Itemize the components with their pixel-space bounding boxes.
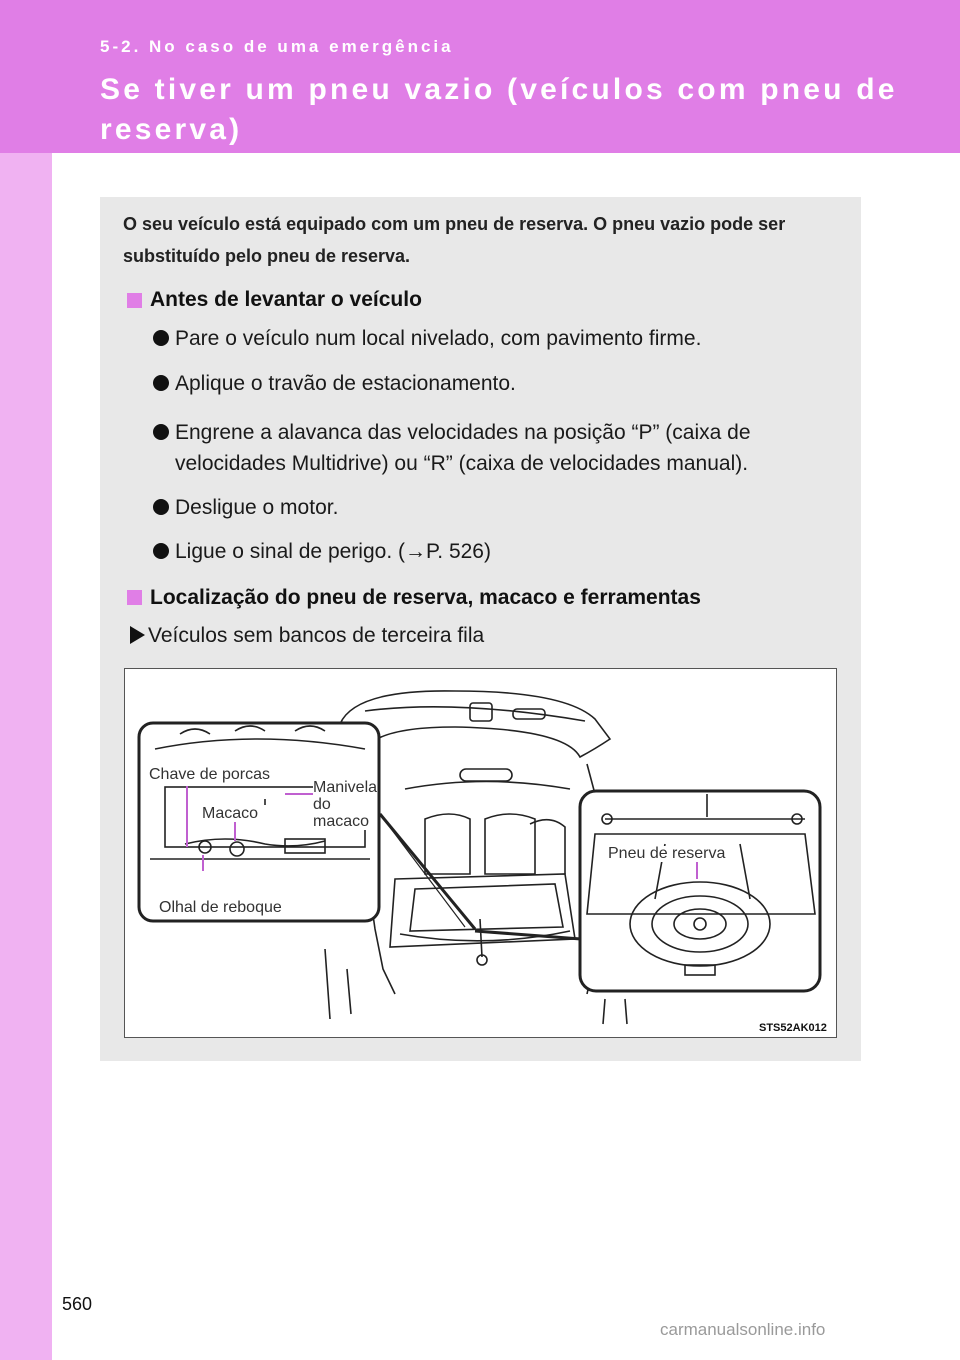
bullet-icon — [153, 543, 169, 559]
label-jack-handle-line2: do — [313, 796, 331, 813]
label-wheel-wrench: Chave de porcas — [149, 766, 270, 783]
label-jack-handle — [313, 779, 377, 830]
section-label: 5-2. No caso de uma emergência — [100, 37, 454, 56]
bullet-icon — [153, 499, 169, 515]
label-jack-handle-line1: Manivela — [313, 779, 378, 796]
section-heading-spare-location: Localização do pneu de reserva, macaco e ferramentas — [150, 586, 701, 609]
bullet-icon — [153, 424, 169, 440]
page-title: Se tiver um pneu vazio (veículos com pneu de reserva) — [100, 73, 898, 146]
intro-text: O seu veículo está equipado com um pneu de reserva. O pneu vazio pode ser substituído pelo pneu de reserva. — [123, 214, 786, 266]
heading-square-icon — [127, 590, 142, 605]
variant-note: Veículos sem bancos de terceira fila — [148, 624, 485, 647]
bullet-parking-brake: Aplique o travão de estacionamento. — [175, 372, 516, 395]
label-jack-handle-line3: macaco — [313, 813, 370, 830]
label-jack: Macaco — [202, 805, 259, 822]
bullet-icon — [153, 375, 169, 391]
vehicle-rear-illustration — [125, 669, 836, 1037]
bullet-engine-off: Desligue o motor. — [175, 496, 339, 519]
label-spare-tire: Pneu de reserva — [608, 845, 726, 862]
bullet-level-ground: Pare o veículo num local nivelado, com pavimento firme. — [175, 327, 702, 350]
label-towing-eyelet: Olhal de reboque — [159, 899, 282, 916]
page-header — [0, 0, 960, 153]
figure-code: STS52AK012 — [759, 1022, 827, 1034]
pointer-triangle-icon — [130, 626, 145, 644]
spare-tire-location-figure — [124, 668, 837, 1038]
heading-square-icon — [127, 293, 142, 308]
bullet-gear-position: Engrene a alavanca das velocidades na posição “P” (caixa de velocidades Multidrive) ou “R” (caixa de velocidades manual). — [175, 421, 751, 475]
page-number: 560 — [62, 1294, 93, 1314]
side-strip — [0, 0, 52, 1360]
section-heading-before-lifting: Antes de levantar o veículo — [150, 288, 422, 311]
bullet-hazard-lights: Ligue o sinal de perigo. (→P. 526) — [175, 540, 491, 563]
bullet-icon — [153, 330, 169, 346]
watermark: carmanualsonline.info — [660, 1320, 826, 1339]
